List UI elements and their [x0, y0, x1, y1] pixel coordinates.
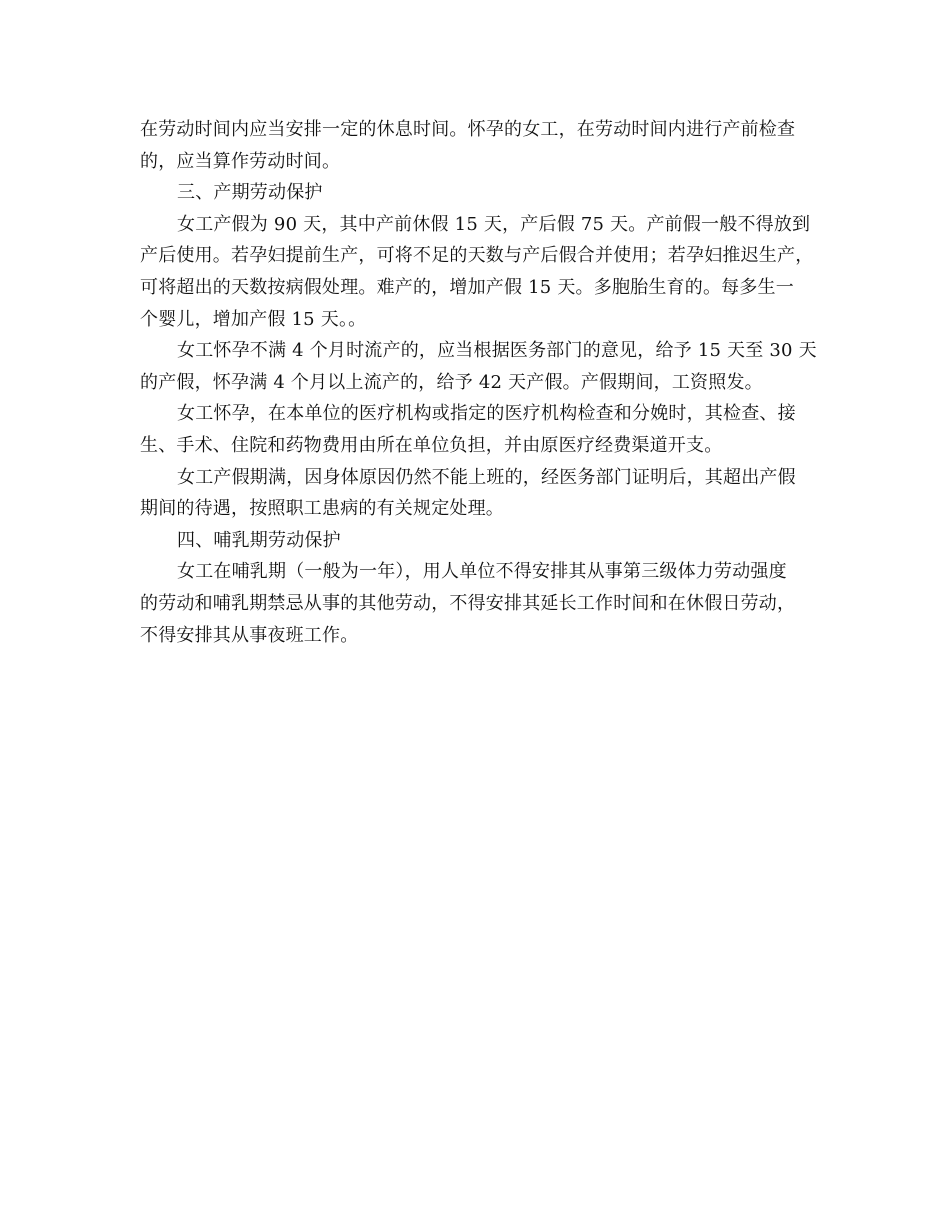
paragraph-nursing-period [140, 556, 812, 651]
section-heading-3 [140, 177, 812, 209]
text-line: 女工怀孕不满 4 个月时流产的，应当根据医务部门的意见，给予 15 天至 30 天 [177, 340, 817, 362]
text-line: 的劳动和哺乳期禁忌从事的其他劳动，不得安排其延长工作时间和在休假日劳动， [140, 592, 796, 614]
text-line: 可将超出的天数按病假处理。难产的，增加产假 15 天。多胞胎生育的。每多生一 [140, 276, 794, 298]
text-line: 女工产假为 90 天，其中产前休假 15 天，产后假 75 天。产前假一般不得放到 [177, 213, 811, 235]
text-line: 的产假，怀孕满 4 个月以上流产的，给予 42 天产假。产假期间，工资照发。 [140, 371, 763, 393]
section-heading-4 [140, 525, 812, 557]
text-line: 的，应当算作劳动时间。 [140, 150, 341, 172]
document-body [140, 114, 817, 651]
heading-text: 四、哺乳期劳动保护 [177, 529, 341, 551]
text-line: 在劳动时间内应当安排一定的休息时间。怀孕的女工，在劳动时间内进行产前检查 [140, 119, 796, 140]
paragraph-continuation [140, 114, 812, 177]
text-line: 女工产假期满，因身体原因仍然不能上班的，经医务部门证明后，其超出产假 [177, 466, 796, 488]
paragraph-medical-costs [140, 398, 812, 461]
heading-text: 三、产期劳动保护 [177, 182, 323, 204]
paragraph-miscarriage-leave [140, 335, 817, 398]
text-line: 个婴儿，增加产假 15 天。。 [140, 308, 367, 330]
text-line: 女工怀孕，在本单位的医疗机构或指定的医疗机构检查和分娩时，其检查、接 [177, 403, 796, 425]
text-line: 不得安排其从事夜班工作。 [140, 624, 359, 646]
paragraph-maternity-leave [140, 209, 812, 335]
text-line: 期间的待遇，按照职工患病的有关规定处理。 [140, 498, 504, 520]
text-line: 生、手术、住院和药物费用由所在单位负担，并由原医疗经费渠道开支。 [140, 434, 723, 456]
paragraph-leave-expiry [140, 462, 812, 525]
text-line: 产后使用。若孕妇提前生产，可将不足的天数与产后假合并使用；若孕妇推迟生产， [140, 245, 814, 267]
text-line: 女工在哺乳期（一般为一年），用人单位不得安排其从事第三级体力劳动强度 [177, 561, 787, 583]
